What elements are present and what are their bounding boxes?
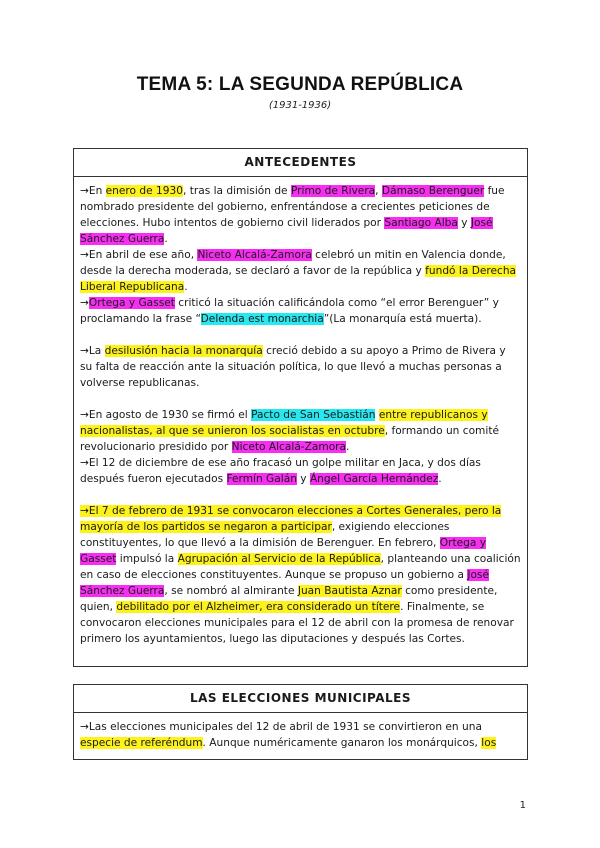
highlighted-text: fundó la Derecha Liberal Republicana: [80, 265, 517, 293]
highlighted-text: debilitado por el Alzheimer, era considerado un títere: [116, 601, 401, 613]
paragraph: [80, 719, 521, 751]
text-run: →En: [80, 185, 106, 197]
highlighted-text: Niceto Alcalá-Zamora: [231, 441, 347, 453]
paragraph: [80, 503, 521, 647]
text-run: , exigiendo elecciones constituyentes, lo que llevó a la dimisión de Berenguer. En febrero,: [80, 521, 450, 549]
highlighted-text: especie de referéndum: [80, 737, 203, 749]
highlighted-text: Pacto de San Sebastián: [251, 409, 376, 421]
section-heading: LAS ELECCIONES MUNICIPALES: [74, 685, 527, 713]
text-run: .: [164, 233, 168, 245]
highlighted-text: Niceto Alcalá-Zamora: [197, 249, 312, 261]
section-heading: ANTECEDENTES: [74, 149, 527, 177]
text-run: ,: [375, 185, 382, 197]
text-run: impulsó la: [116, 553, 178, 565]
paragraph: [80, 295, 521, 327]
text-run: →En agosto de 1930 se firmó el: [80, 409, 252, 421]
text-run: .: [184, 281, 188, 293]
highlighted-text: Dámaso Berenguer: [381, 185, 485, 197]
paragraph: [80, 343, 521, 391]
text-run: creció debido a su apoyo a Primo de Rivera y su falta de reacción ante la situación política, lo que llevó a muchas personas a volverse republicanas.: [80, 345, 506, 389]
section-elecciones-municipales: [73, 684, 528, 760]
highlighted-text: Primo de Rivera: [290, 185, 376, 197]
section-body: [74, 713, 527, 751]
text-run: . Finalmente, se convocaron elecciones municipales para el 12 de abril con la promesa de renovar primero los ayuntamientos, luego las diputaciones y después las Cortes.: [80, 601, 514, 645]
highlighted-text: Agrupación al Servicio de la República: [177, 553, 381, 565]
highlighted-text: José Sánchez Guerra: [80, 217, 493, 245]
text-run: . Aunque numéricamente ganaron los monárquicos,: [202, 737, 482, 749]
text-run: fue nombrado presidente del gobierno, enfrentándose a crecientes peticiones de elecciones. Hubo intentos de gobierno civil liderados por: [80, 185, 505, 229]
text-run: →El 12 de diciembre de ese año fracasó un golpe militar en Jaca, y dos días después fueron ejecutados: [80, 457, 481, 485]
highlighted-text: enero de 1930: [105, 185, 183, 197]
paragraph: [80, 407, 521, 455]
highlighted-text: José Sánchez Guerra: [80, 569, 489, 597]
page-number: 1: [519, 800, 526, 811]
text-run: →En abril de ese año,: [80, 249, 198, 261]
text-run: y: [296, 473, 310, 485]
highlighted-text: entre republicanos y nacionalistas, al que se unieron los socialistas en octubre: [80, 409, 488, 437]
text-run: , formando un comité revolucionario presidido por: [80, 425, 499, 453]
text-run: criticó la situación calificándola como “el error Berenguer” y proclamando la frase “: [80, 297, 499, 325]
text-run: ”(La monarquía está muerta).: [323, 313, 482, 325]
paragraph: [80, 183, 521, 247]
paragraph-spacer: [80, 391, 521, 407]
paragraph-spacer: [80, 327, 521, 343]
paragraph: [80, 247, 521, 295]
text-run: .: [346, 441, 350, 453]
text-run: →Las elecciones municipales del 12 de abril de 1931 se convirtieron en una: [80, 721, 482, 733]
text-run: , tras la dimisión de: [182, 185, 291, 197]
highlighted-text: Ortega y Gasset: [80, 537, 486, 565]
text-run: celebró un mitin en Valencia donde, desde la derecha moderada, se declaró a favor de la república y: [80, 249, 506, 277]
text-run: y: [457, 217, 471, 229]
text-run: , se nombró al almirante: [164, 585, 298, 597]
section-body: [74, 177, 527, 647]
highlighted-text: Ortega y Gasset: [88, 297, 175, 309]
document-title: TEMA 5: LA SEGUNDA REPÚBLICA: [136, 74, 464, 95]
highlighted-text: Juan Bautista Aznar: [297, 585, 402, 597]
text-run: , planteando una coalición en caso de elecciones constituyentes. Aunque se propuso un gobierno a: [80, 553, 521, 581]
highlighted-text: Ángel García Hernández: [309, 473, 439, 485]
paragraph: [80, 455, 521, 487]
highlighted-text: los: [481, 737, 497, 749]
highlighted-text: Santiago Alba: [384, 217, 458, 229]
document-subtitle: (1931-1936): [268, 100, 332, 111]
highlighted-text: desilusión hacia la monarquía: [104, 345, 263, 357]
text-run: como presidente, quien,: [80, 585, 498, 613]
text-run: .: [438, 473, 442, 485]
section-antecedentes: [73, 148, 528, 667]
text-run: →La: [80, 345, 105, 357]
highlighted-text: Delenda est monarchia: [200, 313, 324, 325]
text-run: →: [80, 297, 89, 309]
paragraph-spacer: [80, 487, 521, 503]
highlighted-text: Fermín Galán: [226, 473, 297, 485]
highlighted-text: →El 7 de febrero de 1931 se convocaron elecciones a Cortes Generales, pero la mayoría de los partidos se negaron a participar: [80, 505, 502, 533]
